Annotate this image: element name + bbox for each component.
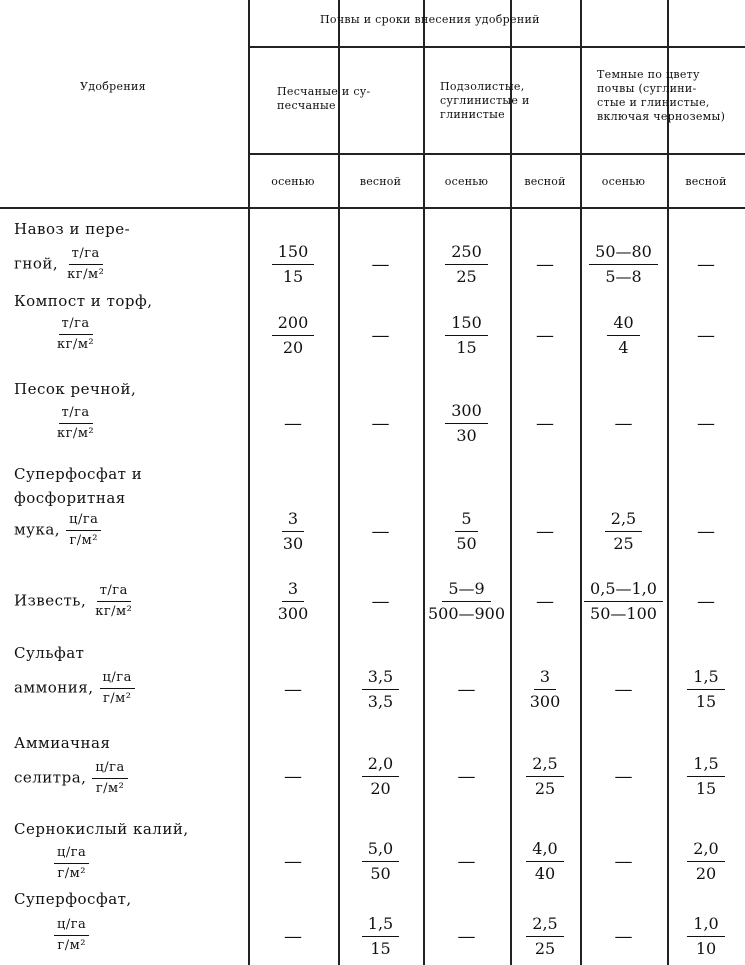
rate-per-hectare: 1,5 — [687, 755, 724, 777]
unit-denominator: г/м² — [57, 938, 86, 953]
unit-numerator: т/га — [69, 246, 103, 265]
empty-value-dash: — — [371, 413, 390, 434]
value-fraction — [584, 580, 663, 623]
rate-per-square-meter: 30 — [282, 534, 304, 553]
value-fraction — [272, 314, 315, 357]
value-fraction — [282, 510, 304, 553]
rate-per-square-meter: 20 — [370, 779, 391, 798]
value-fraction — [445, 402, 488, 445]
column-divider — [423, 0, 425, 965]
empty-value-dash: — — [284, 679, 302, 700]
unit-label — [14, 670, 135, 707]
header-rule-top — [248, 46, 745, 48]
fertilizer-name: Песок речной, — [14, 380, 137, 398]
unit-numerator: ц/га — [92, 760, 127, 779]
rate-per-square-meter: 50 — [370, 864, 391, 883]
rate-per-square-meter: 10 — [695, 939, 717, 958]
rate-per-square-meter: 20 — [282, 338, 304, 357]
unit-numerator: ц/га — [66, 512, 101, 531]
rate-per-square-meter: 15 — [695, 779, 717, 798]
empty-value-dash: — — [614, 766, 633, 787]
unit-numerator: ц/га — [100, 670, 135, 689]
unit-label — [48, 405, 97, 442]
rate-per-hectare: 2,0 — [687, 840, 724, 862]
value-fraction — [687, 915, 724, 958]
unit-fraction — [66, 512, 101, 549]
unit-numerator: т/га — [59, 316, 93, 335]
rate-per-hectare: 150 — [272, 243, 315, 265]
fertilizer-name: Аммиачная — [14, 734, 111, 752]
rate-per-square-meter: 25 — [613, 534, 634, 553]
empty-value-dash: — — [371, 591, 390, 612]
unit-label — [14, 583, 135, 620]
rate-per-hectare: 2,5 — [526, 755, 563, 777]
empty-value-dash: — — [371, 254, 390, 275]
soil-header-podzolic: Подзолистые, суглинистые и глинистые — [440, 80, 530, 121]
rate-per-hectare: 2,5 — [526, 915, 563, 937]
empty-value-dash: — — [457, 926, 476, 947]
empty-value-dash: — — [284, 851, 302, 872]
rate-per-hectare: 0,5—1,0 — [584, 580, 663, 602]
empty-value-dash: — — [614, 926, 633, 947]
empty-value-dash: — — [536, 413, 554, 434]
unit-label — [48, 917, 89, 954]
unit-numerator: т/га — [97, 583, 131, 602]
season-header-spring: весной — [359, 175, 402, 188]
rate-per-square-meter: 30 — [456, 426, 477, 445]
value-fraction — [530, 668, 561, 711]
value-fraction — [526, 755, 563, 798]
unit-numerator: ц/га — [54, 917, 89, 936]
value-fraction — [687, 840, 724, 883]
value-fraction — [362, 915, 399, 958]
rate-per-hectare: 3 — [282, 510, 304, 532]
column-divider — [667, 0, 669, 965]
empty-value-dash: — — [697, 325, 715, 346]
rate-per-hectare: 40 — [607, 314, 639, 336]
empty-value-dash: — — [614, 413, 633, 434]
column-divider — [248, 0, 250, 965]
season-header-autumn: осенью — [444, 175, 489, 188]
rate-per-hectare: 3,5 — [362, 668, 399, 690]
season-header-autumn: осенью — [601, 175, 646, 188]
value-fraction — [687, 668, 724, 711]
rate-per-hectare: 200 — [272, 314, 315, 336]
rate-per-square-meter: 300 — [277, 604, 309, 623]
empty-value-dash: — — [371, 521, 390, 542]
value-fraction — [687, 755, 724, 798]
rate-per-square-meter: 15 — [282, 267, 304, 286]
unit-fraction — [92, 583, 135, 620]
unit-numerator: т/га — [59, 405, 93, 424]
rate-per-hectare: 2,5 — [605, 510, 642, 532]
rate-per-square-meter: 25 — [534, 779, 556, 798]
value-fraction — [445, 243, 488, 286]
value-fraction — [455, 510, 477, 553]
rate-per-square-meter: 4 — [618, 338, 629, 357]
soil-group-title: Почвы и сроки внесения удобрений — [320, 13, 540, 26]
unit-fraction — [54, 405, 97, 442]
empty-value-dash: — — [536, 325, 554, 346]
rate-per-hectare: 3 — [282, 580, 304, 602]
rate-per-square-meter: 3,5 — [367, 692, 394, 711]
rate-per-square-meter: 50—100 — [590, 604, 657, 623]
value-fraction — [362, 668, 399, 711]
rate-per-hectare: 1,5 — [687, 668, 724, 690]
unit-fraction — [54, 845, 89, 882]
value-fraction — [362, 755, 399, 798]
value-fraction — [362, 840, 399, 883]
rate-per-hectare: 2,0 — [362, 755, 399, 777]
empty-value-dash: — — [457, 851, 476, 872]
empty-value-dash: — — [697, 591, 715, 612]
empty-value-dash: — — [614, 851, 633, 872]
rate-per-hectare: 1,5 — [362, 915, 399, 937]
unit-label — [14, 512, 101, 549]
rate-per-hectare: 1,0 — [687, 915, 724, 937]
fertilizer-name: Суперфосфат, — [14, 890, 132, 908]
season-header-spring: весной — [685, 175, 727, 188]
unit-numerator: ц/га — [54, 845, 89, 864]
rate-per-square-meter: 5—8 — [605, 267, 642, 286]
rate-per-square-meter: 25 — [534, 939, 556, 958]
value-fraction — [526, 840, 563, 883]
rate-per-square-meter: 20 — [695, 864, 717, 883]
unit-label — [14, 246, 107, 283]
rate-per-hectare: 300 — [445, 402, 488, 424]
rate-per-hectare: 4,0 — [526, 840, 563, 862]
empty-value-dash: — — [614, 679, 633, 700]
empty-value-dash: — — [697, 521, 715, 542]
unit-label — [14, 760, 128, 797]
unit-denominator: г/м² — [102, 691, 132, 706]
value-fraction — [428, 580, 505, 623]
soil-header-dark: Темные по цвету почвы (суглини- стые и глинистые, включая черноземы) — [597, 68, 726, 123]
column-divider — [580, 0, 582, 965]
empty-value-dash: — — [536, 591, 554, 612]
rate-per-hectare: 3 — [534, 668, 556, 690]
fertilizer-name-part: селитра, — [14, 768, 87, 787]
unit-label — [48, 316, 97, 353]
empty-value-dash: — — [697, 254, 715, 275]
unit-denominator: г/м² — [95, 781, 125, 796]
fertilizer-name-part: мука, — [14, 520, 61, 539]
rate-per-hectare: 50—80 — [589, 243, 658, 265]
unit-label — [48, 845, 89, 882]
fertilizer-name: Сернокислый калий, — [14, 820, 189, 838]
rate-per-hectare: 5,0 — [362, 840, 399, 862]
column-divider — [338, 0, 340, 965]
value-fraction — [589, 243, 658, 286]
rate-per-square-meter: 15 — [370, 939, 391, 958]
value-fraction — [605, 510, 642, 553]
soil-header-sandy: Песчаные и су- песчаные — [277, 85, 371, 112]
header-rule-middle — [248, 153, 745, 155]
rate-per-square-meter: 25 — [456, 267, 477, 286]
fertilizers-header: Удобрения — [80, 80, 146, 93]
value-fraction — [272, 243, 315, 286]
fertilizer-name-part: гной, — [14, 254, 59, 273]
unit-denominator: г/м² — [57, 866, 86, 881]
empty-value-dash: — — [371, 325, 390, 346]
season-header-spring: весной — [524, 175, 566, 188]
unit-fraction — [54, 917, 89, 954]
empty-value-dash: — — [284, 413, 302, 434]
unit-fraction — [64, 246, 107, 283]
unit-denominator: кг/м² — [57, 337, 95, 352]
fertilizer-name: Компост и торф, — [14, 292, 153, 310]
fertilizer-name: Суперфосфат и — [14, 465, 143, 483]
rate-per-hectare: 5 — [455, 510, 477, 532]
value-fraction — [607, 314, 639, 357]
rate-per-hectare: 150 — [445, 314, 488, 336]
rate-per-square-meter: 300 — [529, 692, 561, 711]
unit-denominator: кг/м² — [67, 267, 105, 282]
rate-per-square-meter: 500—900 — [427, 604, 506, 623]
empty-value-dash: — — [284, 926, 302, 947]
unit-fraction — [100, 670, 135, 707]
empty-value-dash: — — [697, 413, 715, 434]
empty-value-dash: — — [457, 766, 476, 787]
empty-value-dash: — — [536, 254, 554, 275]
empty-value-dash: — — [457, 679, 476, 700]
empty-value-dash: — — [536, 521, 554, 542]
unit-denominator: кг/м² — [57, 426, 95, 441]
value-fraction — [278, 580, 309, 623]
unit-denominator: г/м² — [69, 533, 98, 548]
rate-per-square-meter: 15 — [456, 338, 477, 357]
rate-per-square-meter: 15 — [695, 692, 717, 711]
fertilizer-name: Навоз и пере- — [14, 220, 131, 238]
rate-per-hectare: 5—9 — [442, 580, 490, 602]
empty-value-dash: — — [284, 766, 302, 787]
unit-denominator: кг/м² — [95, 604, 133, 619]
column-divider — [510, 0, 512, 965]
header-rule-bottom — [0, 207, 745, 209]
season-header-autumn: осенью — [271, 175, 315, 188]
rate-per-hectare: 250 — [445, 243, 488, 265]
fertilizer-name: Сульфат — [14, 644, 85, 662]
value-fraction — [445, 314, 488, 357]
unit-fraction — [92, 760, 127, 797]
fertilizer-name-part: Известь, — [14, 591, 87, 610]
unit-fraction — [54, 316, 97, 353]
fertilizer-name-part: аммония, — [14, 678, 94, 697]
rate-per-square-meter: 40 — [534, 864, 556, 883]
rate-per-square-meter: 50 — [456, 534, 477, 553]
value-fraction — [526, 915, 563, 958]
fertilizer-name: фосфоритная — [14, 489, 126, 507]
